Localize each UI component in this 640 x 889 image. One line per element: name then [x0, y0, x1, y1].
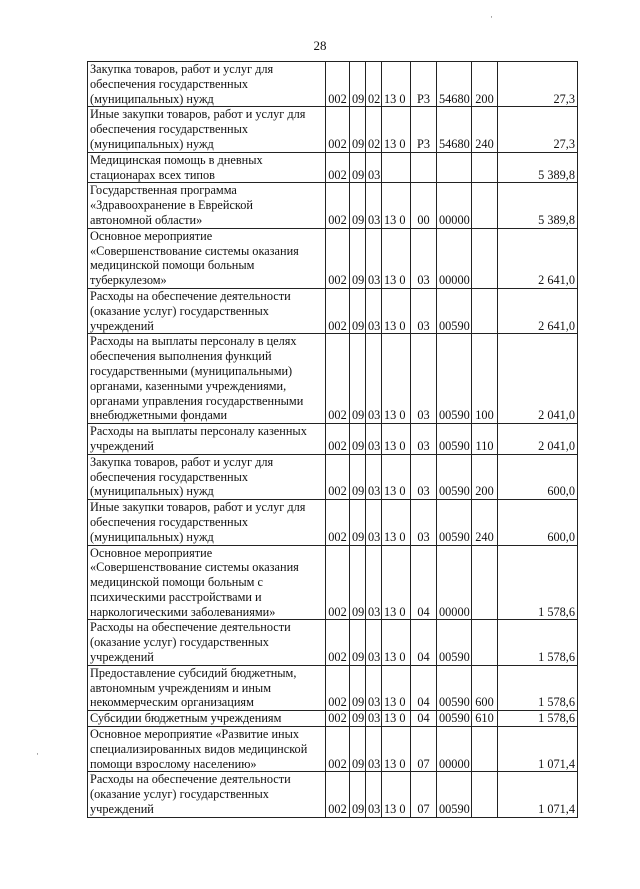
- amount: 2 641,0: [498, 228, 578, 288]
- target-code-event: 03: [411, 334, 437, 424]
- target-code-direction: 00590: [437, 620, 472, 665]
- table-row: [88, 727, 578, 772]
- section-code: 09: [350, 620, 366, 665]
- row-name: Предоставление субсидий бюджетным, автономным учреждениям и иным некоммерческим организациям: [88, 665, 326, 710]
- budget-table-body: [88, 62, 578, 818]
- target-code-program: 13 0: [382, 228, 411, 288]
- admin-code: 002: [326, 228, 350, 288]
- row-name: Иные закупки товаров, работ и услуг для обеспечения государственных (муниципальных) нужд: [88, 500, 326, 545]
- amount: 600,0: [498, 500, 578, 545]
- subsection-code: 02: [366, 107, 382, 152]
- target-code-event: 03: [411, 424, 437, 455]
- expense-type-code: [472, 183, 498, 228]
- subsection-code: 03: [366, 152, 382, 183]
- amount: 2 641,0: [498, 288, 578, 333]
- expense-type-code: [472, 228, 498, 288]
- amount: 1 578,6: [498, 711, 578, 727]
- table-row: [88, 228, 578, 288]
- section-code: 09: [350, 107, 366, 152]
- amount: 2 041,0: [498, 424, 578, 455]
- expense-type-code: [472, 620, 498, 665]
- target-code-program: 13 0: [382, 711, 411, 727]
- target-code-direction: 00590: [437, 500, 472, 545]
- section-code: 09: [350, 334, 366, 424]
- target-code-direction: 00000: [437, 727, 472, 772]
- amount: 27,3: [498, 62, 578, 107]
- target-code-event: 07: [411, 772, 437, 817]
- row-name: Расходы на обеспечение деятельности (оказание услуг) государственных учреждений: [88, 288, 326, 333]
- target-code-program: 13 0: [382, 107, 411, 152]
- target-code-event: 03: [411, 454, 437, 499]
- target-code-event: [411, 152, 437, 183]
- subsection-code: 03: [366, 545, 382, 620]
- row-name: Основное мероприятие «Совершенствование системы оказания медицинской помощи больным туберкулезом»: [88, 228, 326, 288]
- expense-type-code: 110: [472, 424, 498, 455]
- subsection-code: 03: [366, 727, 382, 772]
- expense-type-code: [472, 772, 498, 817]
- amount: 27,3: [498, 107, 578, 152]
- expense-type-code: [472, 727, 498, 772]
- section-code: 09: [350, 62, 366, 107]
- target-code-direction: 00000: [437, 183, 472, 228]
- table-row: [88, 152, 578, 183]
- table-row: [88, 62, 578, 107]
- target-code-event: 03: [411, 228, 437, 288]
- subsection-code: 03: [366, 711, 382, 727]
- target-code-direction: 00590: [437, 424, 472, 455]
- target-code-direction: 00590: [437, 334, 472, 424]
- expense-type-code: 200: [472, 62, 498, 107]
- admin-code: 002: [326, 500, 350, 545]
- row-name: Закупка товаров, работ и услуг для обеспечения государственных (муниципальных) нужд: [88, 62, 326, 107]
- target-code-program: 13 0: [382, 665, 411, 710]
- row-name: Медицинская помощь в дневных стационарах всех типов: [88, 152, 326, 183]
- row-name: Основное мероприятие «Совершенствование системы оказания медицинской помощи больным с психическими расстройствами и наркологическими заболеваниями»: [88, 545, 326, 620]
- expense-type-code: [472, 545, 498, 620]
- table-row: [88, 665, 578, 710]
- expense-type-code: 240: [472, 107, 498, 152]
- admin-code: 002: [326, 288, 350, 333]
- subsection-code: 02: [366, 62, 382, 107]
- section-code: 09: [350, 152, 366, 183]
- scan-speck: ·: [36, 749, 39, 759]
- admin-code: 002: [326, 152, 350, 183]
- target-code-direction: 00590: [437, 665, 472, 710]
- scan-speck: ·: [490, 12, 493, 22]
- target-code-direction: 00590: [437, 772, 472, 817]
- amount: 5 389,8: [498, 183, 578, 228]
- subsection-code: 03: [366, 454, 382, 499]
- section-code: 09: [350, 424, 366, 455]
- expense-type-code: 240: [472, 500, 498, 545]
- expense-type-code: 100: [472, 334, 498, 424]
- row-name: Иные закупки товаров, работ и услуг для обеспечения государственных (муниципальных) нужд: [88, 107, 326, 152]
- target-code-program: 13 0: [382, 620, 411, 665]
- row-name: Расходы на обеспечение деятельности (оказание услуг) государственных учреждений: [88, 620, 326, 665]
- amount: 1 578,6: [498, 545, 578, 620]
- row-name: Расходы на выплаты персоналу казенных учреждений: [88, 424, 326, 455]
- section-code: 09: [350, 727, 366, 772]
- admin-code: 002: [326, 183, 350, 228]
- target-code-event: 04: [411, 665, 437, 710]
- subsection-code: 03: [366, 620, 382, 665]
- admin-code: 002: [326, 772, 350, 817]
- subsection-code: 03: [366, 665, 382, 710]
- target-code-event: 00: [411, 183, 437, 228]
- target-code-direction: 00590: [437, 711, 472, 727]
- target-code-program: 13 0: [382, 334, 411, 424]
- subsection-code: 03: [366, 334, 382, 424]
- table-row: [88, 183, 578, 228]
- table-row: [88, 334, 578, 424]
- section-code: 09: [350, 288, 366, 333]
- target-code-direction: 00000: [437, 545, 472, 620]
- row-name: Субсидии бюджетным учреждениям: [88, 711, 326, 727]
- row-name: Расходы на выплаты персоналу в целях обеспечения выполнения функций государственными (муниципальными) органами, казенными учреждениями, органами управления государственными внебюджетными фондами: [88, 334, 326, 424]
- target-code-program: 13 0: [382, 500, 411, 545]
- row-name: Закупка товаров, работ и услуг для обеспечения государственных (муниципальных) нужд: [88, 454, 326, 499]
- expense-type-code: [472, 152, 498, 183]
- amount: 1 578,6: [498, 665, 578, 710]
- target-code-event: 04: [411, 545, 437, 620]
- table-row: [88, 454, 578, 499]
- admin-code: 002: [326, 545, 350, 620]
- target-code-program: 13 0: [382, 288, 411, 333]
- amount: 1 071,4: [498, 727, 578, 772]
- section-code: 09: [350, 183, 366, 228]
- row-name: Расходы на обеспечение деятельности (оказание услуг) государственных учреждений: [88, 772, 326, 817]
- section-code: 09: [350, 454, 366, 499]
- table-row: [88, 424, 578, 455]
- amount: 1 071,4: [498, 772, 578, 817]
- target-code-direction: [437, 152, 472, 183]
- subsection-code: 03: [366, 424, 382, 455]
- target-code-event: 07: [411, 727, 437, 772]
- target-code-direction: 00000: [437, 228, 472, 288]
- section-code: 09: [350, 500, 366, 545]
- target-code-program: 13 0: [382, 545, 411, 620]
- target-code-event: 03: [411, 500, 437, 545]
- budget-table: [87, 61, 578, 818]
- row-name: Государственная программа «Здравоохранение в Еврейской автономной области»: [88, 183, 326, 228]
- table-row: [88, 500, 578, 545]
- target-code-program: 13 0: [382, 772, 411, 817]
- admin-code: 002: [326, 727, 350, 772]
- expense-type-code: [472, 288, 498, 333]
- expense-type-code: 610: [472, 711, 498, 727]
- page-number: 28: [313, 38, 327, 53]
- admin-code: 002: [326, 711, 350, 727]
- admin-code: 002: [326, 62, 350, 107]
- target-code-program: 13 0: [382, 62, 411, 107]
- table-row: [88, 772, 578, 817]
- target-code-direction: 54680: [437, 62, 472, 107]
- target-code-event: 03: [411, 288, 437, 333]
- expense-type-code: 200: [472, 454, 498, 499]
- admin-code: 002: [326, 334, 350, 424]
- target-code-program: 13 0: [382, 183, 411, 228]
- section-code: 09: [350, 772, 366, 817]
- subsection-code: 03: [366, 500, 382, 545]
- table-row: [88, 620, 578, 665]
- subsection-code: 03: [366, 228, 382, 288]
- target-code-event: Р3: [411, 62, 437, 107]
- target-code-event: 04: [411, 711, 437, 727]
- target-code-direction: 54680: [437, 107, 472, 152]
- section-code: 09: [350, 711, 366, 727]
- target-code-direction: 00590: [437, 454, 472, 499]
- subsection-code: 03: [366, 772, 382, 817]
- amount: 600,0: [498, 454, 578, 499]
- table-row: [88, 711, 578, 727]
- target-code-program: 13 0: [382, 727, 411, 772]
- admin-code: 002: [326, 620, 350, 665]
- subsection-code: 03: [366, 288, 382, 333]
- section-code: 09: [350, 545, 366, 620]
- subsection-code: 03: [366, 183, 382, 228]
- admin-code: 002: [326, 454, 350, 499]
- expense-type-code: 600: [472, 665, 498, 710]
- target-code-direction: 00590: [437, 288, 472, 333]
- admin-code: 002: [326, 107, 350, 152]
- admin-code: 002: [326, 424, 350, 455]
- admin-code: 002: [326, 665, 350, 710]
- table-row: [88, 545, 578, 620]
- table-row: [88, 107, 578, 152]
- section-code: 09: [350, 228, 366, 288]
- table-row: [88, 288, 578, 333]
- section-code: 09: [350, 665, 366, 710]
- target-code-program: 13 0: [382, 424, 411, 455]
- amount: 2 041,0: [498, 334, 578, 424]
- target-code-program: 13 0: [382, 454, 411, 499]
- row-name: Основное мероприятие «Развитие иных специализированных видов медицинской помощи взрослому населению»: [88, 727, 326, 772]
- target-code-event: 04: [411, 620, 437, 665]
- amount: 1 578,6: [498, 620, 578, 665]
- target-code-program: [382, 152, 411, 183]
- amount: 5 389,8: [498, 152, 578, 183]
- target-code-event: Р3: [411, 107, 437, 152]
